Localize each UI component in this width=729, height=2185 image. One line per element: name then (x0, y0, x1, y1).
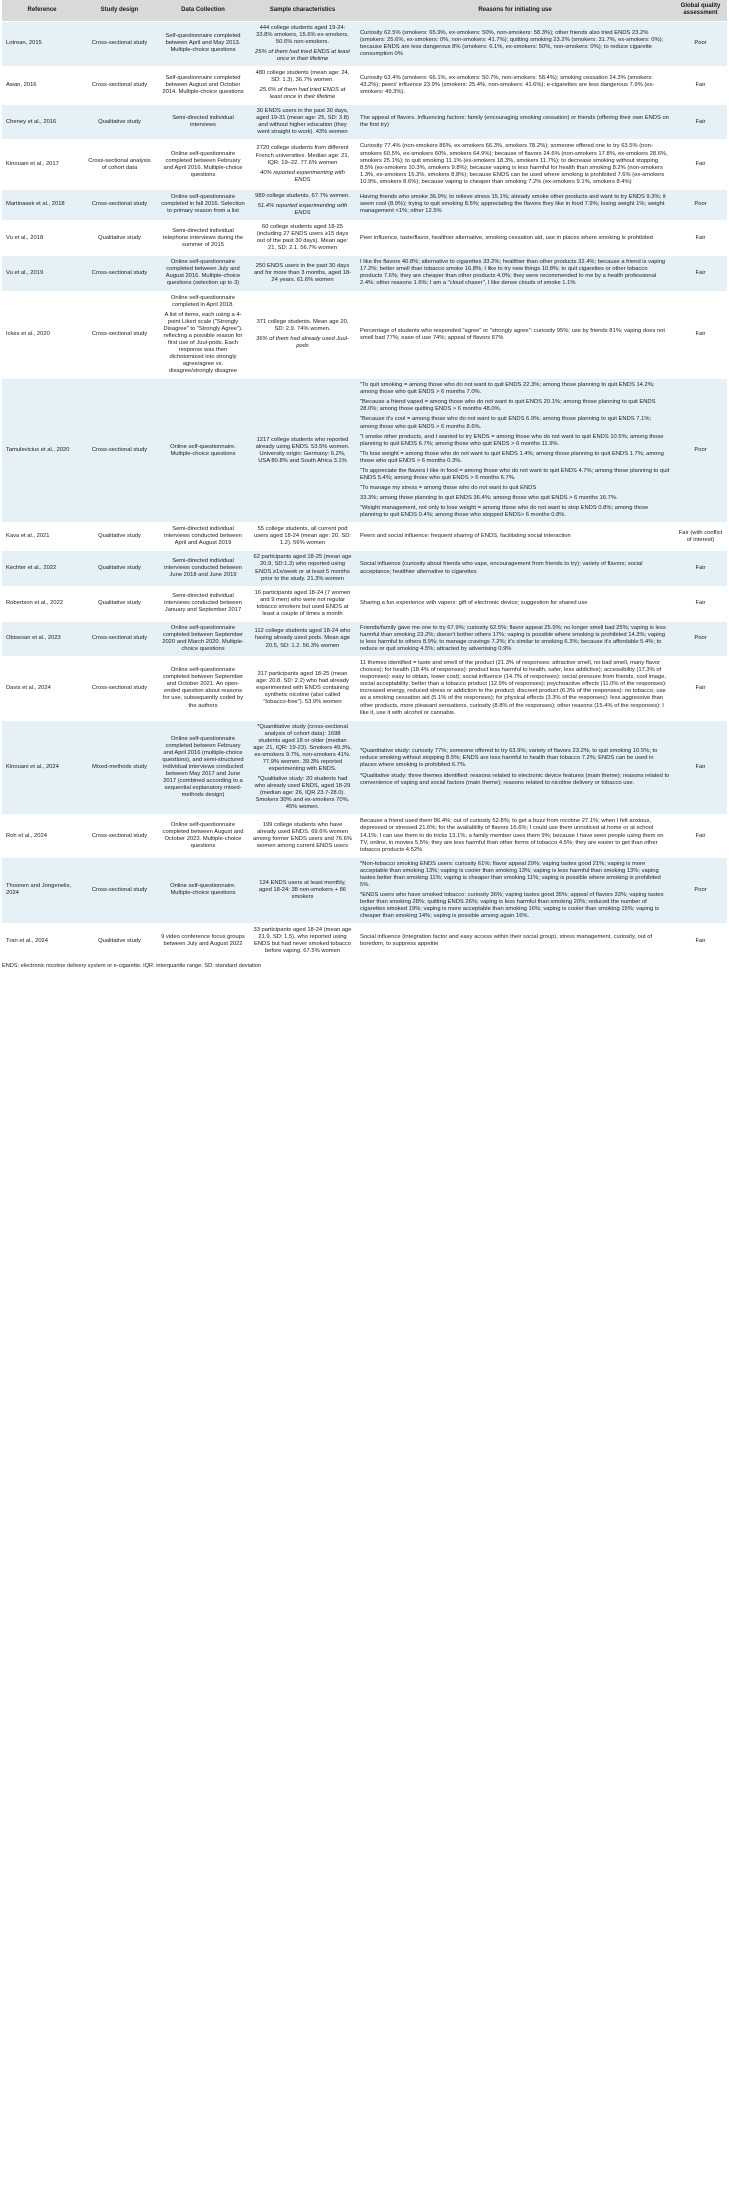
data-collection-cell (157, 66, 249, 104)
data-collection-text: Online self-questionnaire completed between September and October 2021. An open-ended question about reasons for use, subsequently coded by the authors (162, 667, 244, 709)
reference-cell: Kinouani et al., 2024 (2, 720, 82, 815)
sample-cell (249, 221, 356, 256)
sample-text: 16 participants aged 18-24 (7 women and 9 men) who were not regular tobacco smokers but used ENDS at least a couple of times a month (254, 589, 351, 617)
study-design-cell: Cross-sectional study (82, 21, 157, 66)
data-collection-text: Semi-directed individual interviews conducted between June 2018 and June 2019 (164, 557, 242, 579)
quality-cell: Fair (674, 105, 727, 140)
reasons-cell (356, 621, 674, 656)
header-reasons: Reasons for initiating use (356, 0, 674, 21)
table-row (2, 815, 727, 857)
study-design-cell: Cross-sectional study (82, 379, 157, 523)
sample-cell (249, 21, 356, 66)
reasons-text: "To appreciate the flavors I like in food = among those who do not want to quit ENDS 4.7%; among those planning to quit ENDS 5.4%; among those who quit ENDS > 6 months 6.7%. (360, 467, 670, 481)
sample-text: 112 college students aged 18-24 who having already used pods. Mean age 20.5, SD: 1.2. 56.3% women (254, 628, 351, 649)
table-row (2, 924, 727, 959)
data-collection-cell (157, 586, 249, 621)
reasons-text: *Qualitative study: three themes identified: reasons related to electronic device features (main theme); reasons related to convenience of vaping and social factors (main theme); reasons related to nicotine delivery or tobacco use. (360, 772, 670, 786)
quality-cell: Poor (674, 379, 727, 523)
data-collection-cell (157, 720, 249, 815)
sample-cell (249, 551, 356, 586)
reasons-text: "Weight management, not only to lose weight = among those who do not want to stop ENDS 0.8%; among those planning to quit ENDS 0.4%; among those who stopped ENDS> 6 months 0.8%. (360, 505, 649, 519)
data-collection-cell (157, 256, 249, 291)
sample-text: 33 participants aged 18-24 (mean age 21.9, SD: 1.5), who reported using ENDS but had never smoked tobacco before vaping. 67.5% women (253, 927, 352, 955)
sample-experimentation-note: 40% reported experimenting with ENDS (260, 169, 345, 183)
sample-text: 444 college students aged 19-24: 33.8% smokers, 15.6% ex-smokers, 50.6% non-smokers. (256, 24, 349, 45)
quality-cell: Poor (674, 857, 727, 924)
table-container (2, 0, 727, 970)
quality-cell: Fair (674, 815, 727, 857)
table-row (2, 140, 727, 189)
table-row (2, 551, 727, 586)
reference-cell: Roh et al., 2024 (2, 815, 82, 857)
sample-text: 480 college students (mean age: 24, SD: 1.3). 36.7% women. (255, 69, 350, 83)
sample-cell (249, 621, 356, 656)
study-design-cell: Cross-sectional study (82, 815, 157, 857)
reference-cell: Davis et al., 2024 (2, 657, 82, 721)
reasons-cell (356, 586, 674, 621)
sample-cell (249, 720, 356, 815)
data-collection-cell (157, 551, 249, 586)
data-collection-text: Semi-directed individual telephone interviews during the summer of 2015 (162, 227, 244, 248)
sample-text: 250 ENDS users in the past 30 days and for more than 3 months, aged 18-24 years. 61.6% women (253, 262, 352, 283)
table-row (2, 105, 727, 140)
quality-cell: Fair (674, 924, 727, 959)
table-row (2, 621, 727, 656)
data-collection-text: Online self-questionnaire completed between September 2020 and March 2020. Multiple-choice questions (162, 624, 244, 653)
table-row (2, 291, 727, 379)
header-reference: Reference (2, 0, 82, 21)
data-collection-cell (157, 189, 249, 220)
header-quality: Global quality assessment (674, 0, 727, 21)
sample-text: 55 college students, all current pod users aged 18-24 (mean age: 20, SD: 1.2). 56% women (254, 526, 351, 547)
reasons-text: "To manage my stress = among those who do not want to quit ENDS (360, 484, 537, 491)
table-row (2, 221, 727, 256)
quality-cell: Fair (674, 586, 727, 621)
sample-text: 124 ENDS users at least monthly, aged 18-24: 38 non-smokers + 86 smokers (258, 879, 347, 900)
reference-cell: Tran et al., 2024 (2, 924, 82, 959)
reasons-text: Having friends who smoke 36.9%; to relieve stress 15.1%; already smoke other products and want to try ENDS 9.3%; it seem cool (8.9%); trying to quit smoking 8.5%; appreciating the flavors they like in food 7.9%; losing weight 1%; weight management <1%; other 12.5% (360, 194, 666, 215)
reference-cell: Obisesan et al., 2023 (2, 621, 82, 656)
study-design-cell: Cross-sectional study (82, 189, 157, 220)
reasons-text: I like the flavors 40.8%; alternative to cigarettes 33.2%; healthier than other products 32.4%; because a friend is vaping 17.2%; better smell than tobacco smoke 16.8%; I like to try new things 10.8%; to quit cigarettes or other tobacco products 7.6%; they are cheaper than other products 4.0%; they were recommended to me by a health professional 2.4%; other reasons 1.6%; I am a "cloud chaser", I like dense clouds of smoke 1.1% (360, 259, 666, 287)
reasons-cell (356, 189, 674, 220)
data-collection-text: Online self-questionnaire completed between August and October 2023. Multiple-choice questions (162, 821, 244, 850)
study-design-cell: Cross-sectional analysis of cohort data (82, 140, 157, 189)
reasons-cell (356, 21, 674, 66)
data-collection-cell (157, 291, 249, 379)
reasons-text: 33.3%; among those planning to quit ENDS 36.4%; among those who quit ENDS > 6 months 16.7%. (360, 495, 618, 501)
reference-cell: Martinasek et al., 2018 (2, 189, 82, 220)
reasons-text: Social influence (curiosity about friends who vape, encouragement from friends to try); variety of flavors; social acceptance; healthier alternative to cigarettes (360, 561, 643, 575)
header-data-collection: Data Collection (157, 0, 249, 21)
reasons-cell (356, 657, 674, 721)
sample-text: 62 participants aged 18-25 (mean age 20.9, SD:1.3) who reported using ENDS ≥1x/week or at least 5 months prior to the study. 21.3% women (253, 554, 352, 582)
sample-experimentation-note: 25% of them had tried ENDS at least once in their lifetime (255, 48, 350, 62)
sample-cell (249, 857, 356, 924)
table-row (2, 256, 727, 291)
table-row (2, 857, 727, 924)
data-collection-cell (157, 105, 249, 140)
data-collection-cell (157, 221, 249, 256)
sample-text: 371 college students. Mean age 20, SD: 2.9. 74% women. (256, 319, 349, 333)
reference-cell: Robertson et al., 2022 (2, 586, 82, 621)
sample-cell (249, 140, 356, 189)
reasons-cell (356, 105, 674, 140)
sample-cell (249, 189, 356, 220)
table-row (2, 720, 727, 815)
sample-text: *Quantitative study (cross-sectional analysis of cohort data): 1698 students aged 18 or older (median age: 21, IQR: 19-23). Smokers 49.3%, ex-smokers 9.7%, non-smokers 41%. 77.9% women. 39.3% reported experimenting with ENDS. (253, 723, 352, 772)
reference-cell: Lotrean, 2015 (2, 21, 82, 66)
reasons-text: Peer influence, taste/flavor, healthier alternative, smoking cessation aid, use in places where smoking is prohibited (360, 234, 653, 241)
study-design-cell: Qualitative study (82, 221, 157, 256)
studies-table (2, 0, 727, 959)
data-collection-text: Self-questionnaire completed between April and May 2013. Multiple-choice questions (165, 33, 241, 54)
study-design-cell: Cross-sectional study (82, 621, 157, 656)
table-row (2, 21, 727, 66)
study-design-cell: Cross-sectional study (82, 66, 157, 104)
data-collection-text: Semi-directed individual interviews (172, 115, 234, 129)
study-design-cell: Qualitative study (82, 523, 157, 551)
data-collection-cell (157, 523, 249, 551)
quality-cell: Poor (674, 621, 727, 656)
header-study-design: Study design (82, 0, 157, 21)
reasons-text: "To lose weight = among those who do not want to quit ENDS 1.4%; among those planning to quit ENDS 1.7%; among those who quit ENDS > 6 months 0.3%. (360, 450, 664, 464)
reference-cell: Kechter et al., 2022 (2, 551, 82, 586)
study-design-cell: Qualitative study (82, 551, 157, 586)
data-collection-cell (157, 657, 249, 721)
data-collection-cell (157, 857, 249, 924)
reasons-text: "I smoke other products, and I wanted to try ENDS = among those who do not want to quit ENDS 10.5%; among those planning to quit ENDS 6.7%; among those who quit ENDS > 6 months 11.9%. (360, 433, 664, 447)
quality-cell: Fair (674, 657, 727, 721)
data-collection-cell (157, 815, 249, 857)
sample-text: 317 participants aged 18-25 (mean age: 20.8, SD: 2.2) who had already experimented with ENDS containing synthetic nicotine (also called "tobacco-free"). 53.9% women (256, 670, 349, 705)
reasons-text: "Because a friend vaped = among those who do not want to quit ENDS 20.1%; among those planning to quit ENDS 28.0%; among those quitting ENDS > 6 months 48.0%. (360, 399, 656, 413)
header-sample-characteristics: Sample characteristics (249, 0, 356, 21)
footnote: ENDS: electronic nicotine delivery system or e-cigarette. IQR: interquartile range. SD: standard deviation (2, 963, 261, 970)
study-design-cell: Qualitative study (82, 586, 157, 621)
reasons-text: Curiosity 63.4% (smokers: 66.1%, ex-smokers: 50.7%, non-smokers: 58.4%); smoking cessation 24.3% (smokers: 43.2%); peers' influence 23.9% (smokers: 25.4%, non-smokers: 41.6%); e-cigarettes are less dangerous 7.9% (ex-smokers: 49.3%). (360, 74, 655, 96)
reasons-cell (356, 523, 674, 551)
reasons-text: 11 themes identified = taste and smell of the product (21.3% of responses: attractive smell, no bad smell, many flavor choices); for health (18.4% of responses): product less harmful to health, safer, less addictive); accessibility (17.3% of responses): easy to obtain, lower cost); social influence (14.7% of responses): social pressure from friends, cool image, social acceptability; better than a tobacco product (12.9% of responses); psychoactive effects (11.0% of the responses): increased energy, reduced stress or addiction to the product; discreet product (6.3% of the responses): no tobacco; use as a smoking cessation aid (5.1% of the responses); for physical effects (3.3% of the responses): less aggressive than other products, more pleasant sensations, curiosity (8.8% of the responses); other reasons (15.4% of the responses): I like it, use it with alcohol or cannabis. (360, 660, 667, 716)
reasons-text: "Because it's cool = among those who do not want to quit ENDS 6.9%; among those planning to quit ENDS 7.1%; among those who quit ENDS > 6 months 8.6%. (360, 416, 652, 430)
sample-text: *Qualitative study: 20 students had who already used ENDS, aged 18-29 (median age: 26, IQR 23.7-28.0). Smokers 30% and ex-smokers 70%. 45% women. (254, 776, 351, 811)
reasons-cell (356, 221, 674, 256)
data-collection-text: Semi-directed individual interviews conducted between January and September 2017 (164, 593, 242, 614)
reasons-text: Social influence (integration factor and easy access within their social group), stress management, curiosity, out of boredom, to suppress appetite (360, 934, 653, 948)
reasons-cell (356, 924, 674, 959)
reasons-text: *Non-tobacco smoking ENDS users: curiosity 61%; flavor appeal 29%; vaping tastes good 21%; vaping is more acceptable than smoking 13%; vaping is cooler than smoking 13%; vaping is less harmful than smoking 13%; vaping tastes better than smoking 11%; vaping is cheaper than smoking 11%; vaping is possible where smoking is prohibited 5%. (360, 860, 661, 888)
quality-cell: Fair (674, 720, 727, 815)
reference-cell: Vu et al., 2019 (2, 256, 82, 291)
sample-cell (249, 523, 356, 551)
quality-cell: Poor (674, 189, 727, 220)
sample-cell (249, 657, 356, 721)
sample-cell (249, 291, 356, 379)
reference-cell: Tamulevicius et al., 2020 (2, 379, 82, 523)
data-collection-text: Online self-questionnaire. Multiple-choice questions (170, 883, 236, 897)
header-row (2, 0, 727, 21)
study-design-cell: Cross-sectional study (82, 857, 157, 924)
data-collection-cell (157, 924, 249, 959)
reasons-text: The appeal of flavors. Influencing factors: family (encouraging smoking cessation) or friends (offering their own ENDS on the first try) (360, 115, 669, 129)
data-collection-text: A list of items, each using a 4-point Likert scale ("Strongly Disagree" to "Strongly Agree"), reflecting a possible reason for first use of Juul-pods. Each response was then dichotomized into strongly agree/agree vs. disagree/strongly disagree (163, 311, 243, 375)
reasons-text: Percentage of students who responded "agree" or "strongly agree": curiosity 95%; use by friends 81%; vaping does not smell bad 77%; ease of use 74%; appeal of flavors 67% (360, 327, 666, 341)
sample-cell (249, 586, 356, 621)
reasons-cell (356, 379, 674, 523)
sample-cell (249, 924, 356, 959)
sample-cell (249, 105, 356, 140)
data-collection-text: Online self-questionnaire. Multiple-choice questions (170, 443, 236, 457)
reasons-cell (356, 720, 674, 815)
reasons-cell (356, 256, 674, 291)
reference-cell: Awan, 2016 (2, 66, 82, 104)
data-collection-cell (157, 140, 249, 189)
table-row (2, 657, 727, 721)
data-collection-text: Online self-questionnaire completed between February and April 2016 (multiple-choice questions), and semi-structured individual interviews conducted between May 2017 and June 2017 (combined according to a sequential explanatory mixed-methods design) (162, 735, 244, 799)
study-design-cell: Qualitative study (82, 105, 157, 140)
quality-cell: Fair (674, 66, 727, 104)
table-row (2, 586, 727, 621)
reasons-cell (356, 291, 674, 379)
reasons-text: Because a friend used them 86.4%; out of curiosity 52.8%; to get a buzz from nicotine 27.1%; when I felt anxious, depressed or stressed 21.6%; for the availability of flavors 16.6%; I could use them unnoticed at home or at school 14.1%; I can use them to do tricks 13.1%; a family member uses them 9%; because I have seen people using them on TV, online, in movies 5.5%; they are less harmful than other forms of tobacco 4.5%; they are easier to get than other tobacco products 4.52% (360, 818, 664, 853)
reference-cell: Vu et al., 2018 (2, 221, 82, 256)
data-collection-cell (157, 621, 249, 656)
study-design-cell: Qualitative study (82, 924, 157, 959)
sample-text: 989 college students, 67.7% women. (255, 192, 350, 199)
sample-text: 2720 college students from different French universities. Median age: 21, IQR: 19–22. 77.6% women (255, 145, 350, 166)
study-design-cell: Cross-sectional study (82, 256, 157, 291)
reasons-cell (356, 551, 674, 586)
sample-cell (249, 379, 356, 523)
sample-text: 60 college students aged 18-25 (including 27 ENDS users ≥15 days out of the past 30 days). Mean age: 21, SD: 2.1. 56.7% women (256, 224, 349, 252)
reasons-text: Curiosity 77.4% (non-smokers 86%, ex-smokers 66.3%, smokers 78.2%); someone offered one to try 63.5% (non-smokers 60.5%, ex-smokers 60%, smokers 64.9%); because of flavors 24.6% (non-smokers 17.8%, ex-smokers 28.6%, smokers 25.1%); to quit smoking 11.1% (ex-smokers 18.3%, smokers 11.7%); to decrease smoking without stopping 8.5% (ex-smokers 10.3%, smokers 9.8%); because vaping is less harmful for health than smoking 8.2% (non-smokers 1.3%, ex-smokers 15.3%, smokers 8.8%); because ENDS can be used where smoking is prohibited 7.6% (ex-smokers 10.9%, smokers 8.6%); because vaping is cheaper than smoking 7.2% (ex-smokers 9.1%, smokers 8.4%) (360, 143, 668, 185)
data-collection-text: 9 video conference focus groups between July and August 2022 (161, 934, 245, 948)
sample-text: 1217 college students who reported already using ENDS. 53.5% women. University origin: Germany: 6.2%, USA 80.8% and South Africa 3.1% (255, 436, 350, 464)
study-design-cell: Mixed-methods study (82, 720, 157, 815)
sample-cell (249, 256, 356, 291)
reasons-text: Sharing a fun experience with vapers: gift of electronic device; suggestion for shared use (360, 600, 588, 607)
sample-experimentation-note: 51.4% reported experimenting with ENDS (257, 202, 348, 216)
quality-cell: Fair (674, 256, 727, 291)
table-row (2, 379, 727, 523)
study-design-cell: Cross-sectional study (82, 291, 157, 379)
table-row (2, 189, 727, 220)
data-collection-text: Self-questionnaire completed between August and October 2014. Multiple-choice questions (162, 74, 244, 96)
reference-cell: Kinouani et al., 2017 (2, 140, 82, 189)
reasons-text: *ENDS users who have smoked tobacco: curiosity 36%; vaping tastes good 35%; appeal of flavors 33%; vaping tastes better than smoking 28%; quitting ENDS 26%; vaping is less harmful than smoking 20%; reduced the number of cigarettes smoked 19%; vaping is more acceptable than smoking 16%; vaping is cooler than smoking 15%; vaping is cheaper than smoking 14%; vaping is possible among again 16%. (360, 891, 664, 920)
reasons-text: Friends/family gave me one to try 67.9%; curiosity 62.5%; flavor appeal 25.9%; no longer smell bad 25%; vaping is less harmful than smoking 23.2%; doesn't bother others 17%; vaping is possible where smoking is prohibited 14.3%; vaping is less harmful to others 8.9%; to manage cravings 7.2%; it's similar to smoking 6.3%; because it's affordable 5.4%; to reduce or quit smoking 4.5%; attracted by advertising 0.9% (360, 624, 666, 653)
data-collection-text: Semi-directed individual interviews conducted between April and August 2019 (164, 526, 242, 547)
sample-text: 30 ENDS users in the past 30 days, aged 19-31 (mean age: 25, SD: 3.8) and without higher education (they went straight to work). 43% women (256, 108, 349, 136)
reasons-text: Curiosity 62.5% (smokers: 65.9%, ex-smokers: 50%, non-smokers: 58.3%); other friends also tried ENDS 23.2% (smokers: 25.6%, ex-smokers: 0%, non-smokers: 41.7%); quitting smoking 23.2% (smokers: 31.7%, ex-smokers: 0%); because ENDS are less dangerous 8% (smokers: 6.1%, ex-smokers: 50%, non-smokers: 0%); to reduce cigarette consumption 0% (360, 29, 664, 57)
quality-cell: Poor (674, 21, 727, 66)
reasons-cell (356, 140, 674, 189)
sample-cell (249, 66, 356, 104)
data-collection-text: Online self-questionnaire completed in fall 2016. Selection to primary reason from a list (161, 194, 245, 215)
quality-cell: Fair (674, 291, 727, 379)
table-row (2, 66, 727, 104)
sample-experimentation-note: 36% of them had already used Juul-pods (256, 336, 349, 350)
data-collection-cell (157, 379, 249, 523)
table-row (2, 523, 727, 551)
reasons-cell (356, 66, 674, 104)
reasons-cell (356, 815, 674, 857)
study-design-cell: Cross-sectional study (82, 657, 157, 721)
data-collection-cell (157, 21, 249, 66)
quality-cell: Fair (674, 140, 727, 189)
reference-cell: Kava et al., 2021 (2, 523, 82, 551)
data-collection-text: Online self-questionnaire completed in April 2018. (170, 294, 236, 308)
sample-cell (249, 815, 356, 857)
sample-text: 199 college students who have already used ENDS. 69.6% women among former ENDS users and 76.6% women among current ENDS users (253, 821, 352, 850)
sample-experimentation-note: 25.6% of them had tried ENDS at least once in their lifetime (259, 87, 346, 101)
reference-cell: Thoonen and Jongenelis, 2024 (2, 857, 82, 924)
reference-cell: Ickes et al., 2020 (2, 291, 82, 379)
quality-cell: Fair (674, 221, 727, 256)
reasons-text: "To quit smoking = among those who do not want to quit ENDS 22.3%; among those planning to quit ENDS 14.2%; among those who quit ENDS > 6 months 7.0%. (360, 382, 655, 396)
data-collection-text: Online self-questionnaire completed between July and August 2016. Multiple-choice questions (selection up to 3) (165, 259, 241, 287)
reasons-text: *Quantitative study: curiosity 77%; someone offered to try 63.9%; variety of flavors 23.2%; to quit smoking 10.5%; to reduce smoking without stopping 8.5%; ENDS are less harmful to health than tobacco 7.2%; ENDS can be used in places where smoking is prohibited 6.7%. (360, 748, 658, 769)
reasons-text: Peers and social influence: frequent sharing of ENDS, facilitating social interaction (360, 533, 571, 540)
data-collection-text: Online self-questionnaire completed between February and April 2016. Multiple-choice questions (163, 150, 243, 178)
reference-cell: Cheney et al., 2016 (2, 105, 82, 140)
quality-cell: Fair (674, 551, 727, 586)
quality-cell: Fair (with conflict of interest) (674, 523, 727, 551)
reasons-cell (356, 857, 674, 924)
